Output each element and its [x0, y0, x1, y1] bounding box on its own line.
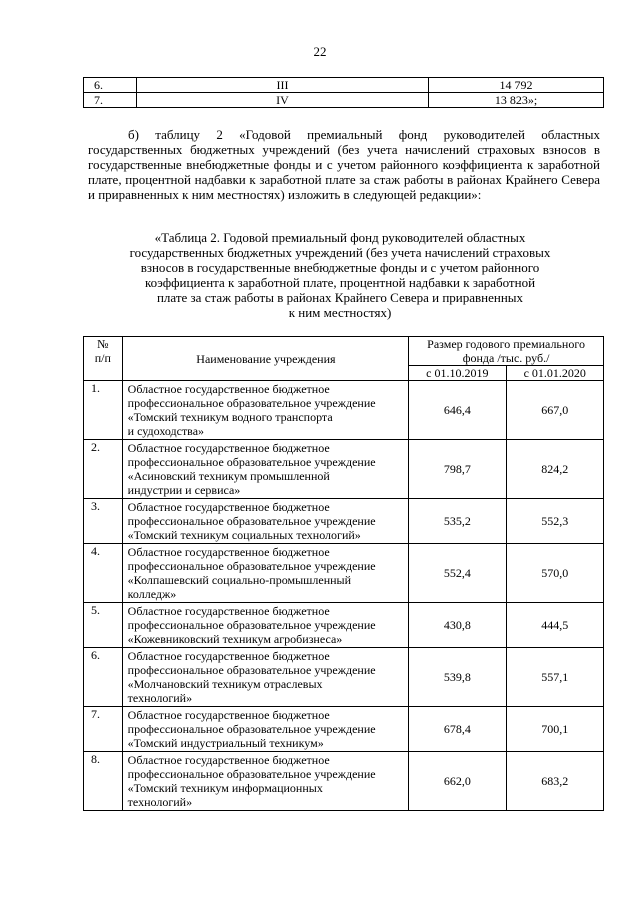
row-number: 5. — [84, 603, 123, 648]
grade-cell: IV — [137, 93, 429, 108]
institution-name-line: «Молчановский техникум отраслевых — [127, 677, 323, 691]
institution-name — [122, 752, 408, 811]
fund-2020: 700,1 — [506, 707, 603, 752]
institution-name — [122, 707, 408, 752]
row-number: 7. — [84, 707, 123, 752]
fund-2019: 539,8 — [409, 648, 506, 707]
row-number: 4. — [84, 544, 123, 603]
caption-line: коэффициента к заработной плате, процентной надбавки к заработной — [144, 275, 536, 290]
bonus-fund-table — [83, 336, 604, 811]
institution-name-line: «Томский индустриальный техникум» — [127, 736, 324, 750]
institution-name-line: Областное государственное бюджетное — [127, 604, 330, 618]
amendment-paragraph: б) таблицу 2 «Годовой премиальный фонд руководителей областных государственных бюджетных учреждений (без учета начислений страховых взносов в государственные внебюджетные фонды и с учетом районного коэффициента к заработной плате, процентной надбавки к заработной плате за стаж работы в районах Крайнего Севера и приравненных к ним местностях) изложить в следующей редакции»: — [88, 127, 600, 202]
fund-2019: 662,0 — [409, 752, 506, 811]
institution-name — [122, 544, 408, 603]
caption-line: к ним местностях) — [288, 305, 392, 320]
institution-name-line: Областное государственное бюджетное — [127, 708, 330, 722]
institution-name-line: профессиональное образовательное учреждение — [127, 396, 376, 410]
fund-2020: 552,3 — [506, 499, 603, 544]
table-row — [84, 381, 604, 440]
institution-name-line: Областное государственное бюджетное — [127, 441, 330, 455]
fund-2019: 678,4 — [409, 707, 506, 752]
fund-2019: 535,2 — [409, 499, 506, 544]
header-fund-size: Размер годового премиального фонда /тыс. руб./ — [409, 337, 604, 366]
institution-name-line: «Колпашевский социально-промышленный — [127, 573, 352, 587]
caption-line: «Таблица 2. Годовой премиальный фонд руководителей областных — [154, 230, 526, 245]
institution-name — [122, 603, 408, 648]
institution-name-line: «Кожевниковский техникум агробизнеса» — [127, 632, 343, 646]
row-number: 7. — [84, 93, 137, 108]
fund-2020: 557,1 — [506, 648, 603, 707]
header-date-2019: с 01.10.2019 — [409, 366, 506, 381]
institution-name-line: Областное государственное бюджетное — [127, 649, 330, 663]
caption-line: плате за стаж работы в районах Крайнего Севера и приравненных — [156, 290, 524, 305]
institution-name-line: профессиональное образовательное учреждение — [127, 618, 376, 632]
table-row — [84, 603, 604, 648]
institution-name — [122, 440, 408, 499]
fund-2020: 667,0 — [506, 381, 603, 440]
institution-name — [122, 499, 408, 544]
table-row — [84, 78, 604, 93]
table-row — [84, 544, 604, 603]
institution-name-line: профессиональное образовательное учреждение — [127, 514, 376, 528]
fund-2019: 798,7 — [409, 440, 506, 499]
row-number: 2. — [84, 440, 123, 499]
continued-grade-table — [83, 77, 604, 108]
fund-2019: 430,8 — [409, 603, 506, 648]
row-number: 6. — [84, 78, 137, 93]
institution-name-line: технологий» — [127, 795, 193, 809]
header-number-line1: № — [97, 337, 109, 351]
header-number-line2: п/п — [94, 351, 111, 365]
table-row — [84, 648, 604, 707]
table-row — [84, 499, 604, 544]
institution-name-line: профессиональное образовательное учреждение — [127, 455, 376, 469]
institution-name-line: «Томский техникум информационных — [127, 781, 323, 795]
institution-name — [122, 381, 408, 440]
institution-name-line: Областное государственное бюджетное — [127, 545, 330, 559]
caption-line: взносов в государственные внебюджетные фонды и с учетом районного — [140, 260, 540, 275]
institution-name-line: «Томский техникум водного транспорта — [127, 410, 333, 424]
value-cell: 14 792 — [429, 78, 604, 93]
institution-name-line: колледж» — [127, 587, 177, 601]
institution-name-line: профессиональное образовательное учреждение — [127, 722, 376, 736]
institution-name-line: «Асиновский техникум промышленной — [127, 469, 330, 483]
row-number: 6. — [84, 648, 123, 707]
table-row — [84, 707, 604, 752]
fund-2020: 570,0 — [506, 544, 603, 603]
institution-name-line: Областное государственное бюджетное — [127, 753, 330, 767]
fund-2020: 824,2 — [506, 440, 603, 499]
header-row — [84, 337, 604, 366]
row-number: 8. — [84, 752, 123, 811]
page-number: 22 — [313, 44, 327, 59]
fund-2020: 444,5 — [506, 603, 603, 648]
caption-line: государственных бюджетных учреждений (без учета начислений страховых — [129, 245, 551, 260]
header-number — [84, 337, 123, 381]
table-row — [84, 93, 604, 108]
institution-name-line: профессиональное образовательное учреждение — [127, 663, 376, 677]
table-row — [84, 752, 604, 811]
institution-name-line: профессиональное образовательное учреждение — [127, 559, 376, 573]
institution-name-line: Областное государственное бюджетное — [127, 382, 330, 396]
row-number: 3. — [84, 499, 123, 544]
institution-name-line: Областное государственное бюджетное — [127, 500, 330, 514]
header-date-2020: с 01.01.2020 — [506, 366, 603, 381]
table-caption — [100, 230, 580, 320]
institution-name-line: «Томский техникум социальных технологий» — [127, 528, 361, 542]
fund-2019: 646,4 — [409, 381, 506, 440]
value-cell: 13 823»; — [429, 93, 604, 108]
institution-name-line: технологий» — [127, 691, 193, 705]
table-body — [84, 381, 604, 811]
fund-2019: 552,4 — [409, 544, 506, 603]
institution-name — [122, 648, 408, 707]
institution-name-line: профессиональное образовательное учреждение — [127, 767, 376, 781]
table-row — [84, 440, 604, 499]
header-institution: Наименование учреждения — [122, 337, 408, 381]
institution-name-line: индустрии и сервиса» — [127, 483, 241, 497]
grade-cell: III — [137, 78, 429, 93]
fund-2020: 683,2 — [506, 752, 603, 811]
institution-name-line: и судоходства» — [127, 424, 205, 438]
row-number: 1. — [84, 381, 123, 440]
